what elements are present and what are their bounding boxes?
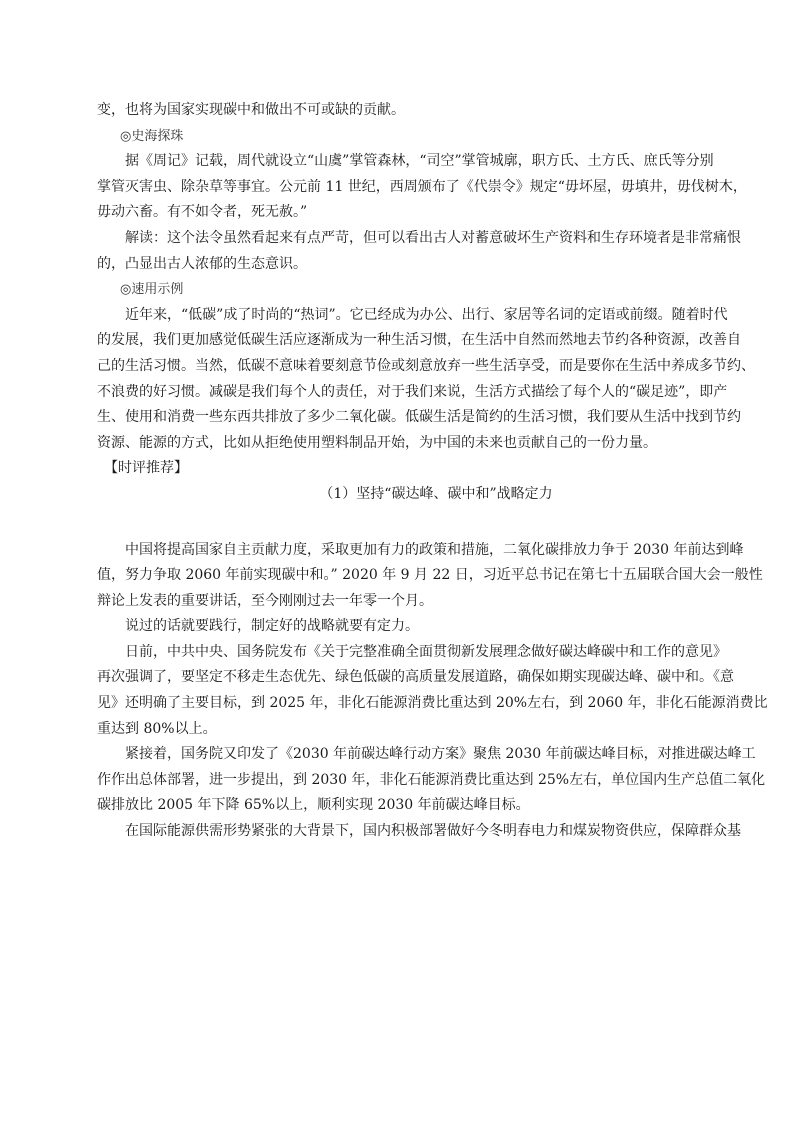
text-line: 近年来，“低碳”成了时尚的“热词”。它已经成为办公、出行、家居等名词的定语或前缀。随着时代 [125,306,728,323]
text-line: 作作出总体部署，进一步提出，到 2030 年，非化石能源消费比重达到 25%左右，单位国内生产总值二氧化 [97,771,766,788]
text-line: 己的生活习惯。当然，低碳不意味着要刻意节俭或刻意放弃一些生活享受，而是要你在生活中养成多节约、 [97,357,755,374]
article-title: （1）坚持“碳达峰、碳中和”战略定力 [319,485,553,502]
document-body [97,98,768,845]
text-line: 变，也将为国家实现碳中和做出不可或缺的贡献。 [97,102,405,118]
text-line: 生、使用和消费一些东西共排放了多少二氧化碳。低碳生活是简约的生活习惯，我们要从生活中找到节约 [97,409,741,426]
text-line: 紧接着，国务院又印发了《2030 年前碳达峰行动方案》聚焦 2030 年前碳达峰目标，对推进碳达峰工 [125,746,756,763]
text-line: 在国际能源供需形势紧张的大背景下，国内积极部署做好今冬明春电力和煤炭物资供应，保障群众基 [125,823,741,840]
label-history: ◎史海探珠 [120,128,184,144]
text-line: 再次强调了，要坚定不移走生态优先、绿色低碳的高质量发展道路，确保如期实现碳达峰、碳中和。《意 [97,669,734,686]
text-line: 日前，中共中央、国务院发布《关于完整准确全面贯彻新发展理念做好碳达峰碳中和工作的意见》 [125,643,727,660]
text-line: 辩论上发表的重要讲话，至今刚刚过去一年零一个月。 [97,592,433,609]
text-line: 毋动六畜。有不如令者，死无赦。” [97,204,308,221]
text-line: 说过的话就要践行，制定好的战略就要有定力。 [125,618,419,635]
spacer [97,508,717,538]
text-line: 的发展，我们更加感觉低碳生活应逐渐成为一种生活习惯，在生活中自然而然地去节约各种资源，改善自 [97,332,741,349]
text-line: 资源、能源的方式，比如从拒绝使用塑料制品开始，为中国的未来也贡献自己的一份力量。 [97,434,657,451]
text-line: 见》还明确了主要目标，到 2025 年，非化石能源消费比重达到 20%左右，到 2060 年，非化石能源消费比 [97,695,768,712]
text-line: 据《周记》记载，周代就设立“山虞”掌管森林，“司空”掌管城廓，职方氏、土方氏、庶氏等分别 [125,153,714,170]
text-line: 重达到 80%以上。 [97,720,217,737]
text-line: 解读：这个法令虽然看起来有点严苛，但可以看出古人对蓄意破坏生产资料和生存环境者是非常痛恨 [125,229,741,246]
section-heading: 【时评推荐】 [104,460,188,477]
text-line: 不浪费的好习惯。减碳是我们每个人的责任，对于我们来说，生活方式描绘了每个人的“碳足迹”，即产 [97,383,728,400]
text-line: 掌管灭害虫、除杂草等事宜。公元前 11 世纪，西周颁布了《代崇令》规定“毋坏屋，毋填井，毋伐树木， [97,178,747,195]
text-line: 中国将提高国家自主贡献力度，采取更加有力的政策和措施，二氧化碳排放力争于 2030 年前达到峰 [125,541,744,558]
text-line: 值，努力争取 2060 年前实现碳中和。” 2020 年 9 月 22 日，习近平总书记在第七十五届联合国大会一般性 [97,567,763,584]
text-line: 碳排放比 2005 年下降 65%以上，顺利实现 2030 年前碳达峰目标。 [97,797,530,814]
text-line: 的，凸显出古人浓郁的生态意识。 [97,255,307,272]
label-usage: ◎速用示例 [120,282,184,298]
